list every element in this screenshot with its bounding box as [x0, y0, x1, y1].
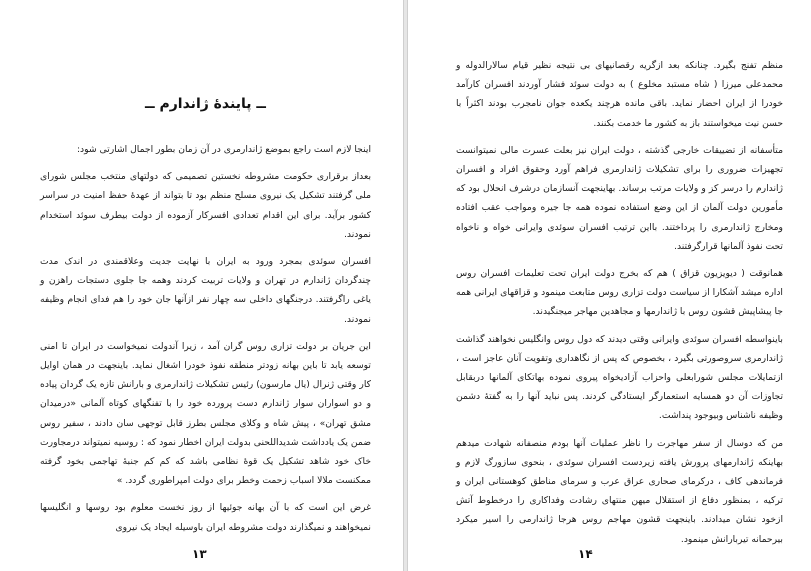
- chapter-title: ــ پایندۀ ژاندارم ــ: [145, 96, 266, 112]
- paragraph: باینواسطه افسران سوئدی وایرانی وقتی دیدند که دول روس وانگلیس نخواهند گذاشت ژاندارمری سروصورتی بگیرد ، بخصوص که پس از نگاهداری وتقویت آنان عاجز است ، ازتمایلات مجلس شورابعلی واحزاب آزادیخواه پیروی نموده بهاتکای آلمانها دربقابل تجاوزات آن دو همسایه استعمارگر ایستادگی کردند. پس نباید آنها را به گفتۀ دشمن وظیفه ناشناس وبیوجود پنداشت.: [456, 333, 783, 422]
- paragraph: متأسفانه از تضییقات خارجی گذشته ، دولت ایران نیز بعلت عسرت مالی نمیتوانست تجهیزات ضروری را برای تشکیلات ژاندارمری فراهم آورد وحقوق افراد و افسران ژاندارم را درسر کز و ولایات مرتب برساند. بهاینجهت آنسازمان درشرف انحلال بود که مأمورین دولت آلمان از این وضع استفاده نموده همه جا جیره ومواجب عقب افتاده ومخارج ژاندارمری را پرداختند. بااین ترتیب افسران سوئدی وایرانی خواه و ناخواه تحت نفوذ آلمانها قرارگرفتند.: [456, 144, 783, 252]
- paragraph: اینجا لازم است راجع بموضع ژاندارمری در آن زمان بطور اجمال اشارتی شود:: [76, 144, 371, 155]
- page-number: ۱۴: [578, 547, 593, 561]
- paragraph: بعداز برقراری حکومت مشروطه نخستین تصمیمی که دولتهای منتخب مجلس شورای ملی گرفتند تشکیل یک نیروی مسلح منظم بود تا بتواند از عهدۀ حفظ امنیت در سراسر کشور برآید. برای این اقدام تعدادی افسرکار آزموده از دولت بیطرف سوئد استخدام نمودند.: [40, 171, 371, 240]
- paragraph: من که دوسال از سفر مهاجرت را ناظر عملیات آنها بودم منصفانه شهادت میدهم بهاینکه ژاندارمهای پرورش یافته زیردست افسران سوئدی ، بنحوی سازورگ لازم و فرماندهی کاف ، درکرمای صحاری عراق عرب و سرمای مناطق کوهستانی ایران و ترکیه ، بمنظور دفاع از استقلال میهن منتهای رشادت وفداکاری را درخطوط آتش ازخود نشان میدادند. باینجهت قشون مهاجم روس هرجا ژاندارمی را اسیر میکرد بیرحمانه تیربارانش مینمود.: [456, 437, 783, 545]
- left-page: [0, 0, 404, 571]
- left-page-text: [40, 140, 371, 537]
- page-number: ۱۳: [192, 547, 207, 561]
- right-page: [407, 0, 811, 571]
- paragraph: افسران سوئدی بمجرد ورود به ایران با نهایت جدیت وعلاقمندی در اندک مدت چندگردان ژاندارم در تهران و ولایات تربیت کردند وهمه جا جلوی دستجات راهزن و یاغی راگرفتند. درجنگهای داخلی سه چهار نفر ازآنها جان خود را هم فدای انجام وظیفه نمودند.: [40, 256, 371, 325]
- right-page-text: [456, 56, 783, 549]
- paragraph: این جریان بر دولت تزاری روس گران آمد ، زیرا آندولت نمیخواست در ایران تا امنی توسعه یابد تا باین بهانه زودتر منطقه نفوذ خودرا اشغال نماید. باینجهت در همان اوایل کار وقتی ژنرال (یال مارسون) رئیس تشکیلات ژاندارمری و بارانش تازه یک گردان پیاده و دو اسواران سوار ژاندارم دست پرورده خود را با تفنگهای کوتاه آلمانی «درمیدان مشق تهران» ، پیش شاه و وکلای مجلس بطرز قابل توجهی سان دادند ، سفیر روس ضمن یک یادداشت شدیداللحنی بدولت ایران اخطار نمود که : روسیه نمیتواند درمجاورت خاک خود شاهد تشکیل یک قوۀ نظامی باشد که کم کم جنبۀ تهاجمی بخود گرفته ممکنست ملالا اسباب زحمت وخطر برای دولت امپراطوری گردد. »: [40, 340, 371, 487]
- paragraph: منظم تفنج بگیرد. چنانکه بعد ازگریه رقصانیهای بی نتیجه نظیر قیام سالارالدوله و محمدعلی میرزا ( شاه مستبد مخلوع ) به دولت سوئد فشار آوردند افسران کارآمد خودرا از ایران احضار نماید. باقی مانده هرچند یکعده جوان نامجرب بودند اکثراً با حسن نیت میخواستند باز به کشور ما خدمت بکنند.: [456, 60, 783, 129]
- paragraph: همانوقت ( دیویزیون قزاق ) هم که بخرج دولت ایران تحت تعلیمات افسران روس اداره میشد آشکارا از سیاست دولت تزاری روس متابعت مینمود و قزاقهای ایرانی همه جا پیشاپیش قشون روس با ژاندارمها و مجاهدین مهاجر میجنگیدند.: [456, 268, 783, 318]
- paragraph: غرض این است که با آن بهانه جوئیها از روز نخست معلوم بود روسها و انگلیسها نمیخواهند و نمیگذارند دولت مشروطه ایران باوسیله ایجاد یک نیروی: [40, 502, 371, 533]
